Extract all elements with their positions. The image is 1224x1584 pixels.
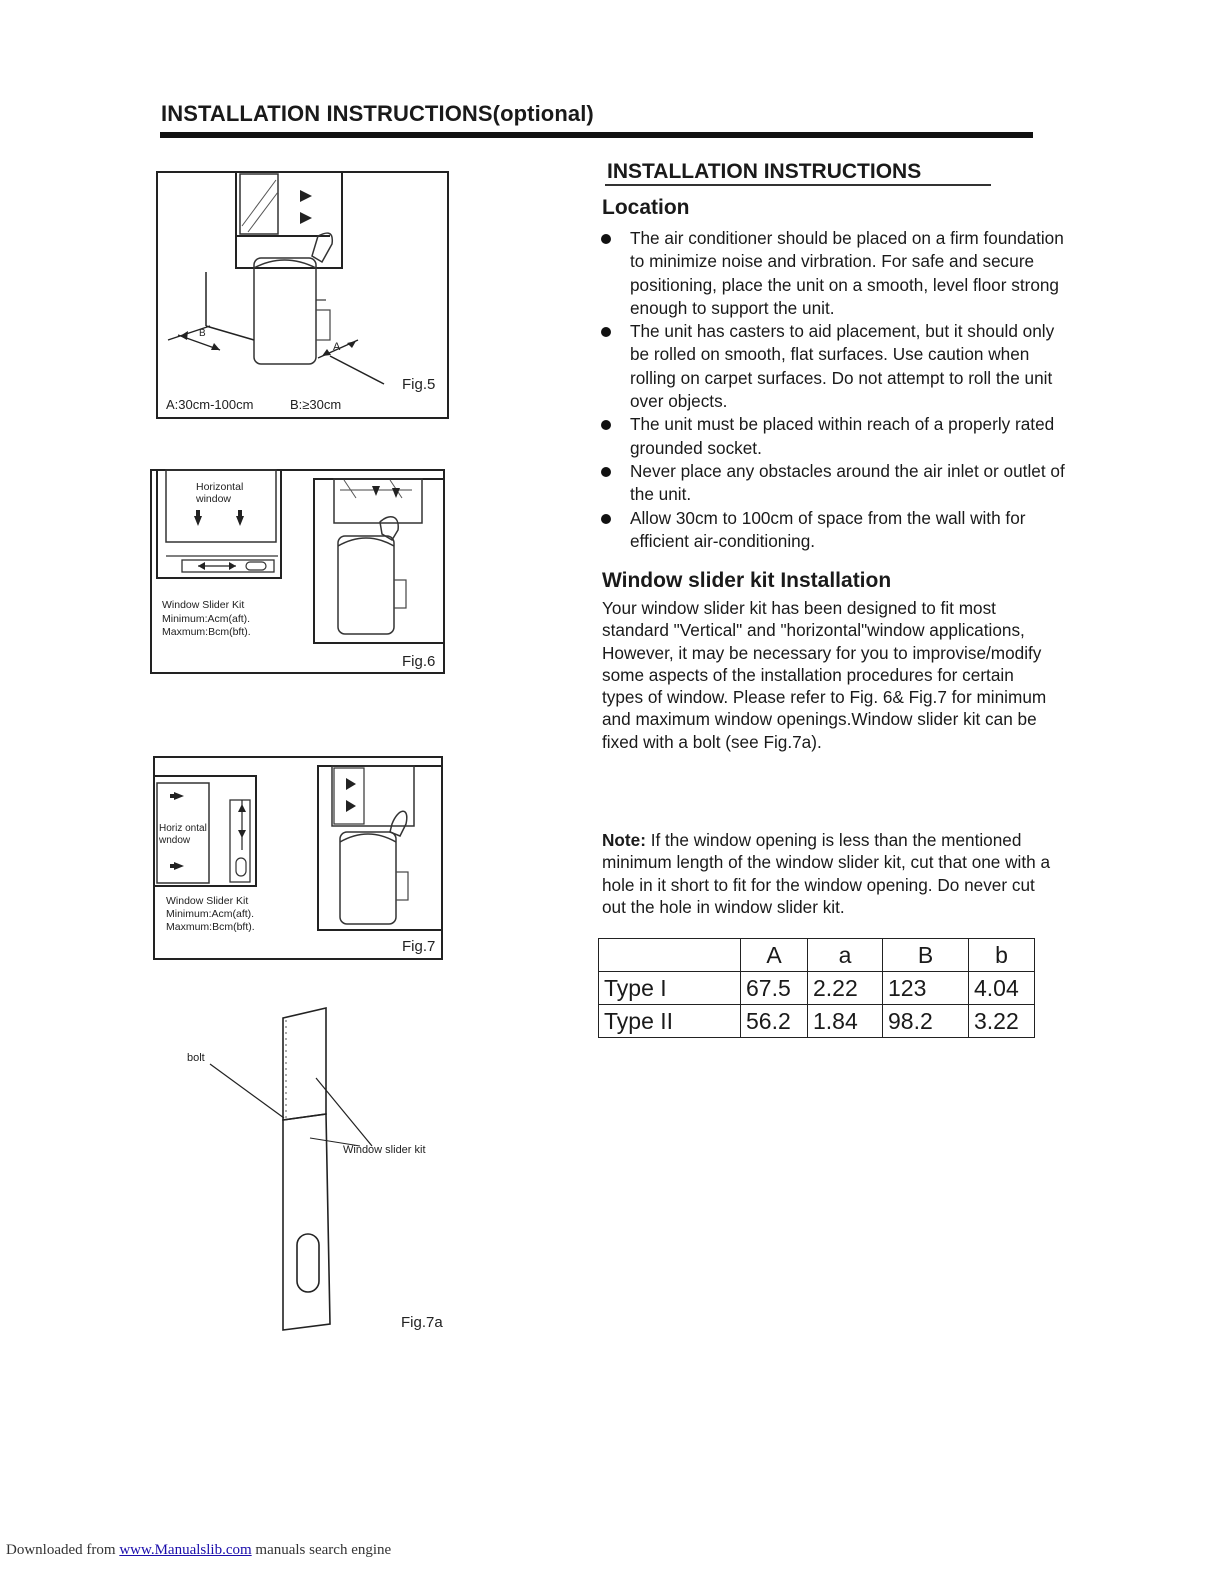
figure-6 [151, 470, 444, 673]
fig5-caption-a: A:30cm-100cm [166, 397, 254, 412]
table-cell: 1.84 [808, 1005, 883, 1038]
table-header-cell: A [741, 939, 808, 972]
footer-link[interactable]: www.Manualslib.com [119, 1542, 252, 1558]
footer-prefix: Downloaded from [6, 1542, 120, 1558]
fig6-min-label: Minimum:Acm(aft). [162, 613, 251, 625]
location-heading: Location [602, 196, 690, 219]
page-title: INSTALLATION INSTRUCTIONS(optional) [161, 101, 594, 126]
fig5-caption-b: B:≥30cm [290, 397, 342, 412]
fig7-min-label: Minimum:Acm(aft). [166, 908, 255, 920]
table-cell: 4.04 [969, 972, 1035, 1005]
bullet-text: The air conditioner should be placed on a firm foundation to minimize noise and virbration. For safe and secure positioning, place the unit on a smooth, level floor strong enough to support the unit. [630, 228, 1064, 318]
fig7a-kit-label: Window slider kit [343, 1144, 426, 1156]
table-cell: 3.22 [969, 1005, 1035, 1038]
table-cell: 98.2 [883, 1005, 969, 1038]
table-cell: 123 [883, 972, 969, 1005]
table-cell: Type II [599, 1005, 741, 1038]
figure-7 [154, 757, 442, 959]
figure-7a [187, 1008, 443, 1331]
bullet-text: The unit has casters to aid placement, but it should only be rolled on smooth, flat surfaces. Use caution when rolling on carpet surfaces. Do not attempt to roll the unit over objects. [630, 321, 1055, 412]
fig7-kit-label: Window Slider Kit [166, 895, 249, 907]
fig5-label: Fig.5 [402, 376, 436, 393]
window-slider-paragraph: Your window slider kit has been designed to fit most standard "Vertical" and "horizontal"window applications, However, it may be necessary for you to improvise/modify some aspects of the installation procedures for certain types of window. Please refer to Fig. 6& Fig.7 for minimum and maximum window openings.Window slider kit can be fixed with a bolt (see Fig.7a). [602, 598, 1047, 752]
fig6-window-label-2: window [196, 493, 232, 505]
fig7-window-label-1: Horiz ontal [159, 823, 207, 834]
note-label: Note: [602, 830, 646, 850]
fig6-kit-label: Window Slider Kit [162, 599, 245, 611]
fig7a-bolt-label: bolt [187, 1052, 205, 1064]
footer [6, 1542, 391, 1559]
fig5-mark-a: A [333, 341, 341, 353]
fig7-label: Fig.7 [402, 938, 436, 955]
table-cell: Type I [599, 972, 741, 1005]
table-cell: 56.2 [741, 1005, 808, 1038]
fig6-window-label-1: Horizontal [196, 481, 244, 493]
footer-suffix: manuals search engine [251, 1542, 392, 1558]
figure-5 [157, 172, 448, 418]
table-header-cell: a [808, 939, 883, 972]
table-header-cell: b [969, 939, 1035, 972]
fig5-mark-b: B [199, 328, 206, 339]
bullet-text: Never place any obstacles around the air inlet or outlet of the unit. [630, 460, 1065, 505]
table-cell: 67.5 [741, 972, 808, 1005]
note-text: If the window opening is less than the mentioned minimum length of the window slider kit, cut that one with a hole in it short to fit for the window opening. Do never cut out the hole in window slider kit. [602, 830, 1051, 917]
table-cell: 2.22 [808, 972, 883, 1005]
window-slider-heading: Window slider kit Installation [602, 569, 892, 592]
fig7a-label: Fig.7a [401, 1314, 443, 1331]
bullet-text: The unit must be placed within reach of a properly rated grounded socket. [630, 414, 1055, 458]
fig7-window-label-2: wndow [159, 835, 191, 846]
bullet-text: Allow 30cm to 100cm of space from the wall with for efficient air-conditioning. [630, 507, 1026, 551]
table-header-cell: B [883, 939, 969, 972]
fig7-max-label: Maxmum:Bcm(bft). [166, 921, 255, 933]
section-title: INSTALLATION INSTRUCTIONS [607, 160, 922, 183]
fig6-max-label: Maxmum:Bcm(bft). [162, 626, 251, 638]
fig6-label: Fig.6 [402, 653, 436, 670]
